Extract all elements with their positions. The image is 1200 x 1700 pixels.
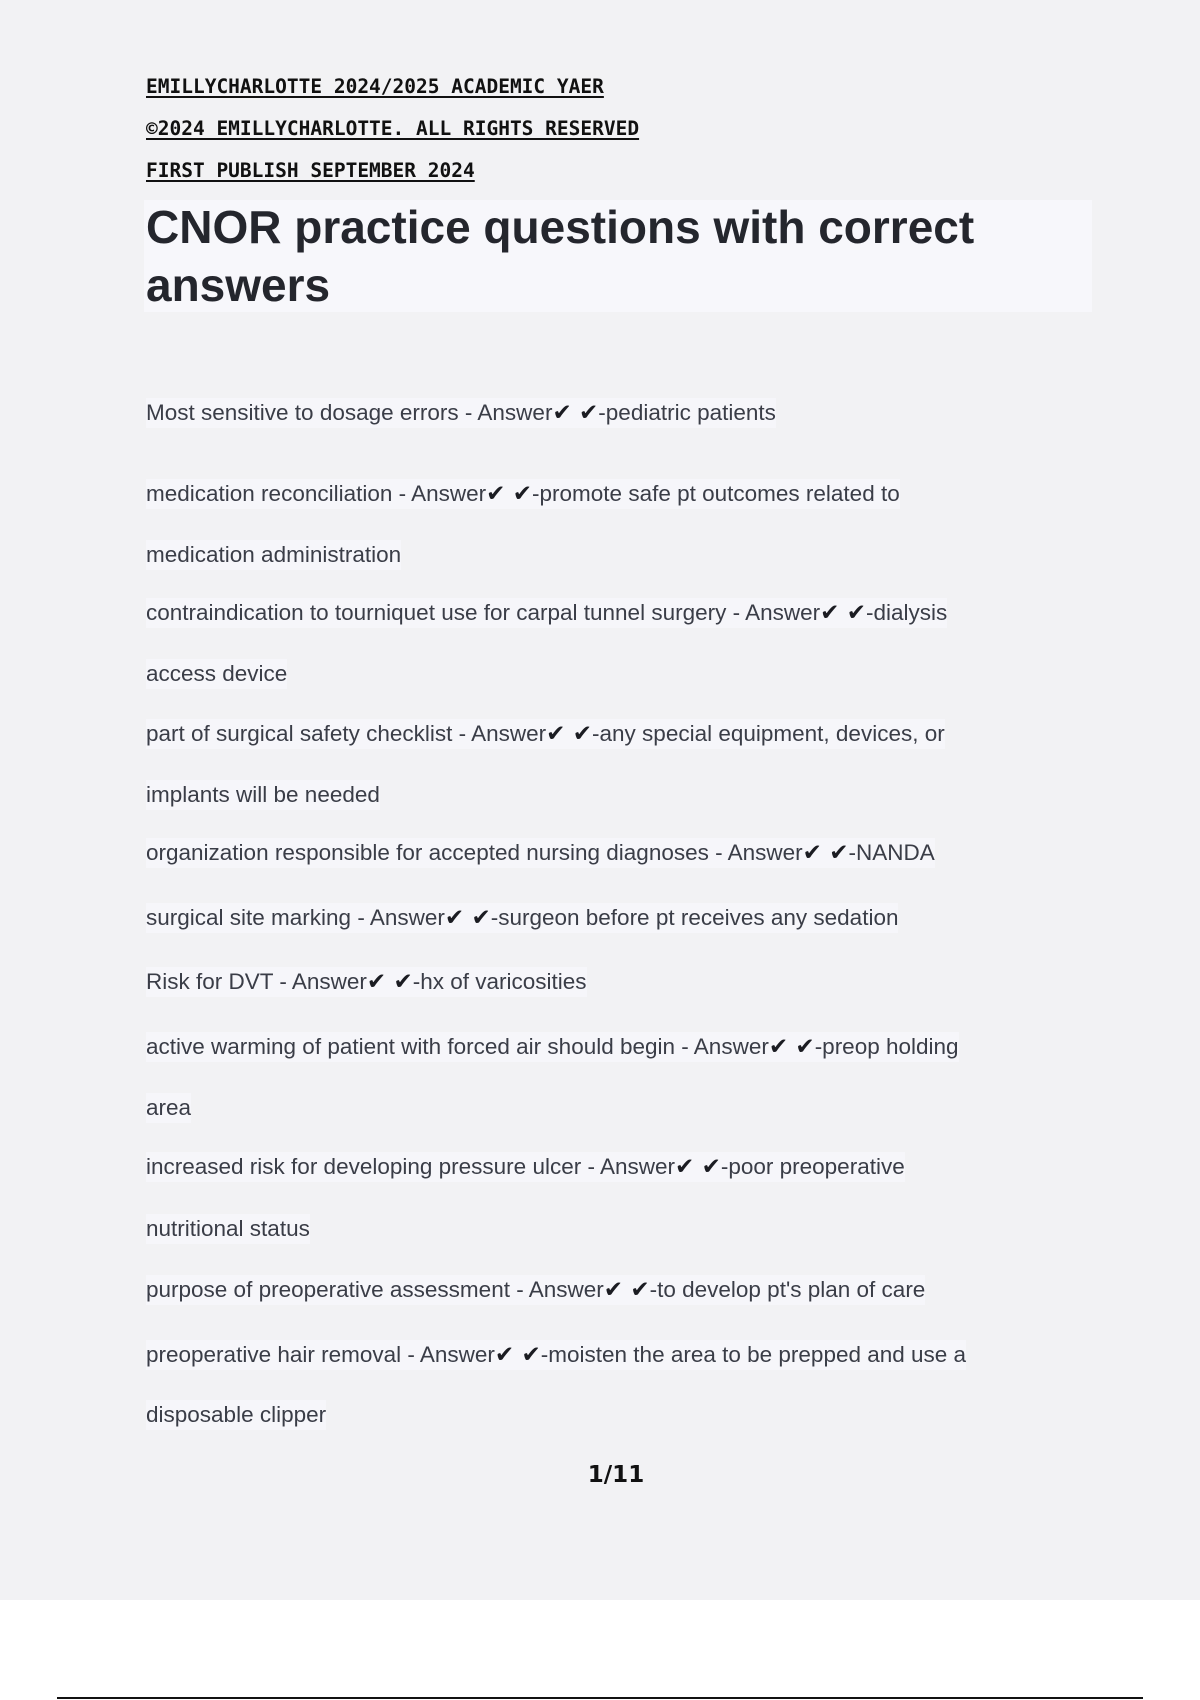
qa-item: [146, 1275, 925, 1305]
qa-continuation-text: access device: [146, 661, 288, 686]
checkmark-icon: ✔ ✔: [802, 840, 849, 866]
qa-continuation-text: medication administration: [146, 542, 402, 567]
header-copyright: ©2024 EMILLYCHARLOTTE. ALL RIGHTS RESERVED: [146, 117, 640, 140]
qa-line-continuation: [146, 1093, 191, 1123]
qa-answer-label: Answer: [471, 721, 547, 746]
qa-question: surgical site marking -: [146, 905, 370, 930]
qa-answer-label: Answer: [477, 400, 553, 425]
header-publish-date: FIRST PUBLISH SEPTEMBER 2024: [146, 159, 475, 182]
qa-continuation-text: area: [146, 1095, 192, 1120]
qa-question: medication reconciliation -: [146, 481, 412, 506]
qa-item: [146, 967, 587, 997]
qa-question: part of surgical safety checklist -: [146, 721, 472, 746]
qa-item: [146, 903, 898, 933]
qa-answer-label: Answer: [727, 840, 803, 865]
qa-answer-label: Answer: [693, 1034, 769, 1059]
qa-question: preoperative hair removal -: [146, 1342, 420, 1367]
qa-answer-label: Answer: [528, 1277, 604, 1302]
qa-question: increased risk for developing pressure ulcer -: [146, 1154, 600, 1179]
qa-answer: -promote safe pt outcomes related to: [532, 481, 900, 506]
checkmark-icon: ✔ ✔: [494, 1342, 541, 1368]
qa-question: contraindication to tourniquet use for carpal tunnel surgery -: [146, 600, 746, 625]
qa-question: active warming of patient with forced air should begin -: [146, 1034, 694, 1059]
page-title: CNOR practice questions with correct answers: [146, 201, 975, 311]
page-number: 1/11: [587, 1462, 645, 1488]
qa-line-continuation: [146, 659, 287, 689]
qa-question: organization responsible for accepted nursing diagnoses -: [146, 840, 728, 865]
qa-answer: -surgeon before pt receives any sedation: [490, 905, 899, 930]
qa-answer: -preop holding: [814, 1034, 959, 1059]
qa-line-continuation: [146, 1400, 326, 1430]
qa-line-continuation: [146, 780, 380, 810]
qa-answer-label: Answer: [291, 969, 367, 994]
qa-answer-label: Answer: [599, 1154, 675, 1179]
qa-item: [146, 1340, 966, 1370]
qa-answer-label: Answer: [369, 905, 445, 930]
qa-item: [146, 398, 776, 428]
qa-answer: -to develop pt's plan of care: [649, 1277, 926, 1302]
qa-answer: -dialysis: [866, 600, 948, 625]
checkmark-icon: ✔ ✔: [444, 905, 491, 931]
qa-item: [146, 1032, 959, 1062]
checkmark-icon: ✔ ✔: [675, 1154, 721, 1180]
checkmark-icon: ✔ ✔: [486, 481, 533, 507]
qa-continuation-text: nutritional status: [146, 1216, 310, 1241]
checkmark-icon: ✔ ✔: [603, 1277, 650, 1303]
page-divider: [57, 1697, 1143, 1699]
qa-answer: -pediatric patients: [598, 400, 776, 425]
checkmark-icon: ✔ ✔: [552, 400, 599, 426]
qa-answer: -NANDA: [848, 840, 935, 865]
qa-question: Most sensitive to dosage errors -: [146, 400, 478, 425]
checkmark-icon: ✔ ✔: [820, 600, 866, 626]
qa-line-continuation: [146, 1214, 310, 1244]
qa-item: [146, 598, 947, 628]
qa-answer: -any special equipment, devices, or: [592, 721, 945, 746]
header-academic-year: EMILLYCHARLOTTE 2024/2025 ACADEMIC YAER: [146, 75, 604, 98]
checkmark-icon: ✔ ✔: [366, 969, 413, 995]
qa-answer: -moisten the area to be prepped and use a: [540, 1342, 967, 1367]
qa-continuation-text: disposable clipper: [146, 1402, 327, 1427]
qa-question: purpose of preoperative assessment -: [146, 1277, 529, 1302]
qa-answer-label: Answer: [745, 600, 821, 625]
qa-answer-label: Answer: [411, 481, 487, 506]
qa-item: [146, 1152, 905, 1182]
qa-item: [146, 719, 945, 749]
qa-line-continuation: [146, 540, 401, 570]
qa-item: [146, 838, 935, 868]
qa-answer-label: Answer: [419, 1342, 495, 1367]
checkmark-icon: ✔ ✔: [546, 721, 593, 747]
qa-continuation-text: implants will be needed: [146, 782, 380, 807]
qa-question: Risk for DVT -: [146, 969, 292, 994]
checkmark-icon: ✔ ✔: [768, 1034, 815, 1060]
qa-item: [146, 479, 900, 509]
qa-answer: -poor preoperative: [720, 1154, 905, 1179]
qa-answer: -hx of varicosities: [412, 969, 587, 994]
